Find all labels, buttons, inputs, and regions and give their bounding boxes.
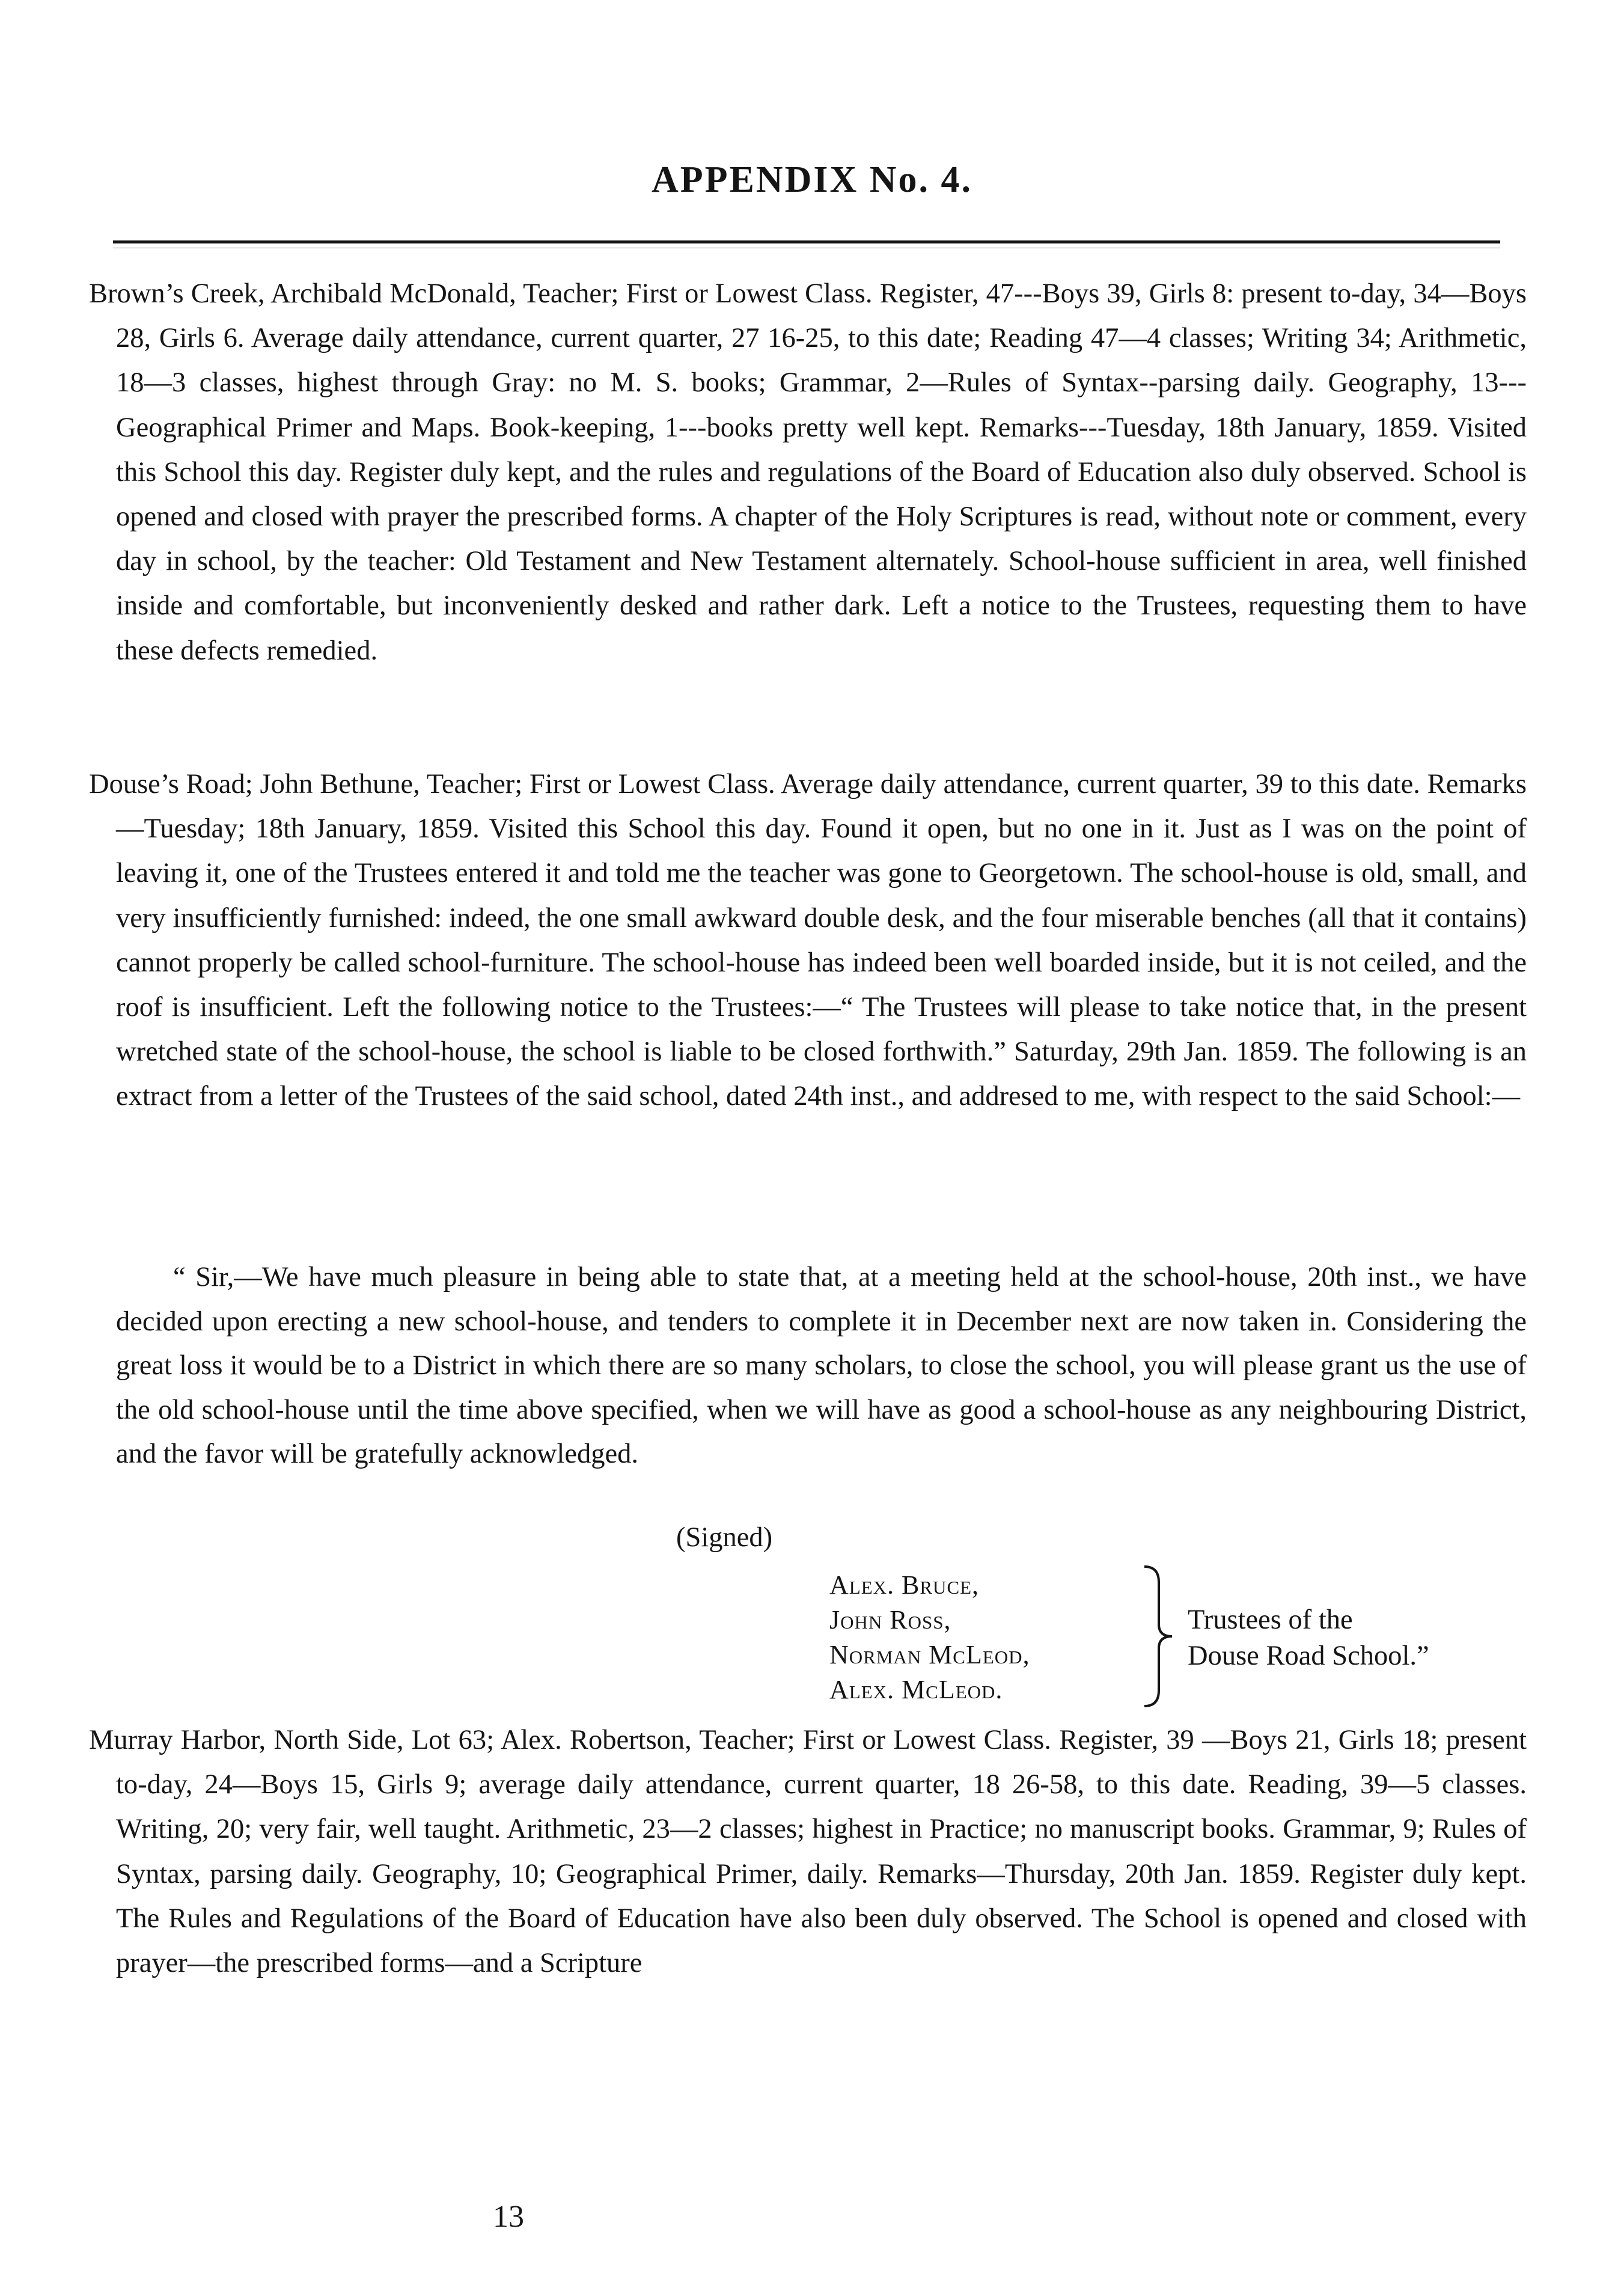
signatory-list [829, 1568, 1030, 1707]
right-brace-icon [1141, 1564, 1177, 1708]
entry-douses-road: Douse’s Road; John Bethune, Teacher; First or Lowest Class. Average daily attendance, current quarter, 39 to this date. Remarks—Tuesday; 18th January, 1859. Visited this School this day. Found it open, but no one in it. Just as I was on the point of leaving it, one of the Trustees entered it and told me the teacher was gone to Georgetown. The school-house is old, small, and very insufficiently furnished: indeed, the one small awkward double desk, and the four miserable benches (all that it contains) cannot properly be called school-furniture. The school-house has indeed been well boarded inside, but it is not ceiled, and the roof is insufficient. Left the following notice to the Trustees:—“ The Trustees will please to take notice that, in the present wretched state of the school-house, the school is liable to be closed forthwith.” Saturday, 29th Jan. 1859. The following is an extract from a letter of the Trustees of the said school, dated 24th inst., and addresed to me, with respect to the said School:— [89, 769, 1527, 1112]
trustees-letter: “ Sir,—We have much pleasure in being able to state that, at a meeting held at the school-house, 20th inst., we have decided upon erecting a new school-house, and tenders to complete it in December next are now taken in. Considering the great loss it would be to a District in which there are so many scholars, to close the school, you will please grant us the use of the old school-house until the time above specified, when we will have as good a school-house as any neighbouring District, and the favor will be gratefully acknowledged. [116, 1262, 1527, 1469]
trustees-caption-line: Douse Road School.” [1188, 1641, 1429, 1671]
signatory-name: John Ross, [829, 1605, 951, 1635]
page-heading: APPENDIX No. 4. [651, 159, 973, 200]
heading-rule [113, 240, 1500, 243]
trustees-caption-line: Trustees of the [1188, 1604, 1353, 1635]
entry-murray-harbor: Murray Harbor, North Side, Lot 63; Alex. Robertson, Teacher; First or Lowest Class. Register, 39 —Boys 21, Girls 18; present to-day, 24—Boys 15, Girls 9; average daily attendance, current quarter, 18 26-58, to this date. Reading, 39—5 classes. Writing, 20; very fair, well taught. Arithmetic, 23—2 classes; highest in Practice; no manuscript books. Grammar, 9; Rules of Syntax, parsing daily. Geography, 10; Geographical Primer, daily. Remarks—Thursday, 20th Jan. 1859. Register duly kept. The Rules and Regulations of the Board of Education have also been duly observed. The School is opened and closed with prayer—the prescribed forms—and a Scripture [89, 1725, 1527, 1979]
signatory-name: Alex. Bruce, [829, 1570, 980, 1600]
signatory-name: Alex. McLeod. [829, 1675, 1003, 1704]
signed-label: (Signed) [676, 1522, 773, 1553]
page-number: 13 [493, 2200, 524, 2234]
trustees-caption [1188, 1602, 1429, 1674]
entry-browns-creek: Brown’s Creek, Archibald McDonald, Teacher; First or Lowest Class. Register, 47---Boys 39, Girls 8: present to-day, 34—Boys 28, Girls 6. Average daily attendance, current quarter, 27 16-25, to this date; Reading 47—4 classes; Writing 34; Arithmetic, 18—3 classes, highest through Gray: no M. S. books; Grammar, 2—Rules of Syntax--parsing daily. Geography, 13---Geographical Primer and Maps. Book-keeping, 1---books pretty well kept. Remarks---Tuesday, 18th January, 1859. Visited this School this day. Register duly kept, and the rules and regulations of the Board of Education also duly observed. School is opened and closed with prayer the prescribed forms. A chapter of the Holy Scriptures is read, without note or comment, every day in school, by the teacher: Old Testament and New Testament alternately. School-house sufficient in area, well finished inside and comfortable, but inconveniently desked and rather dark. Left a notice to the Trustees, requesting them to have these defects remedied. [89, 278, 1527, 666]
signatory-name: Norman McLeod, [829, 1640, 1030, 1669]
